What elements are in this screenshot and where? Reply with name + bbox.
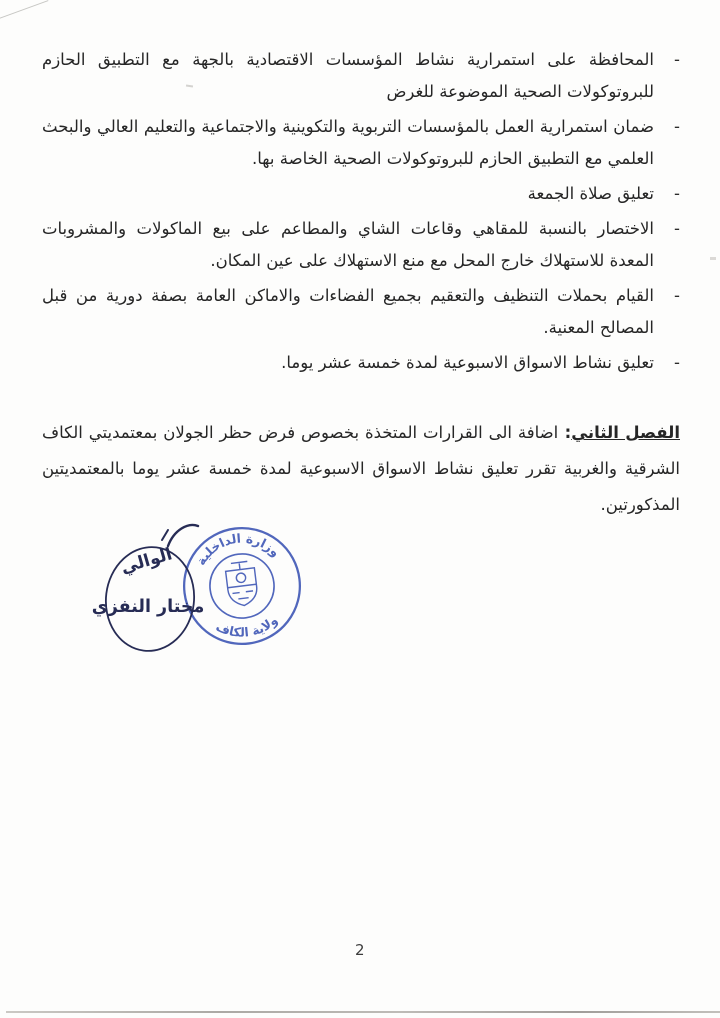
signature-tick-stroke [162,530,168,540]
bullet-dash: - [674,353,680,372]
bullet-dash: - [674,219,680,238]
signature-flick-stroke [168,525,198,546]
bullet-dash: - [674,50,680,69]
list-item [42,178,680,210]
list-item [42,347,680,379]
decision-text: تعليق صلاة الجمعة [527,184,654,203]
section-two-paragraph [42,415,680,523]
list-item [42,213,680,277]
section-two-text: اضافة الى القرارات المتخذة بخصوص فرض حظر الجولان بمعتمديتي الكاف الشرقية والغربية تقرر تعليق نشاط الاسواق الاسبوعية لمدة خمسة عشر يوما بالمعتمديتين المذكورتين. [42,423,680,514]
decision-text: المحافظة على استمرارية نشاط المؤسسات الاقتصادية بالجهة مع التطبيق الحازم للبروتوكولات الصحية الموضوعة للغرض [42,50,654,101]
decision-text: تعليق نشاط الاسواق الاسبوعية لمدة خمسة عشر يوما. [281,353,654,372]
bullet-dash: - [674,117,680,136]
signature-title: الوالي [118,544,175,579]
wali-signature [70,514,230,654]
list-item [42,280,680,344]
bullet-dash: - [674,286,680,305]
stamp-top-text: وزارة الداخلية [192,530,284,568]
scan-artifact-bottom-edge [6,1011,720,1013]
list-item [42,44,680,108]
signature-graphic [70,514,230,654]
decision-text: ضمان استمرارية العمل بالمؤسسات التربوية والتكوينية والاجتماعية والتعليم العالي والبحث العلمي مع التطبيق الحازم للبروتوكولات الصحية الخاصة بها. [42,117,654,168]
page-number: 2 [355,941,366,959]
section-two-colon: : [558,423,572,442]
stamp-bottom-text: ولاية الكاف [213,612,281,640]
bullet-dash: - [674,184,680,203]
decision-text: القيام بحملات التنظيف والتعقيم بجميع الفضاءات والاماكن العامة بصفة دورية من قبل المصالح المعنية. [42,286,654,337]
signature-name: مختار النفزي [91,597,205,617]
decisions-list [42,44,680,379]
section-two-heading: الفصل الثاني [571,423,680,442]
scan-artifact-speck [710,257,716,260]
list-item [42,111,680,175]
decision-text: الاختصار بالنسبة للمقاهي وقاعات الشاي والمطاعم على بيع الماكولات والمشروبات المعدة للاستهلاك خارج المحل مع منع الاستهلاك على عين المكان. [42,219,654,270]
